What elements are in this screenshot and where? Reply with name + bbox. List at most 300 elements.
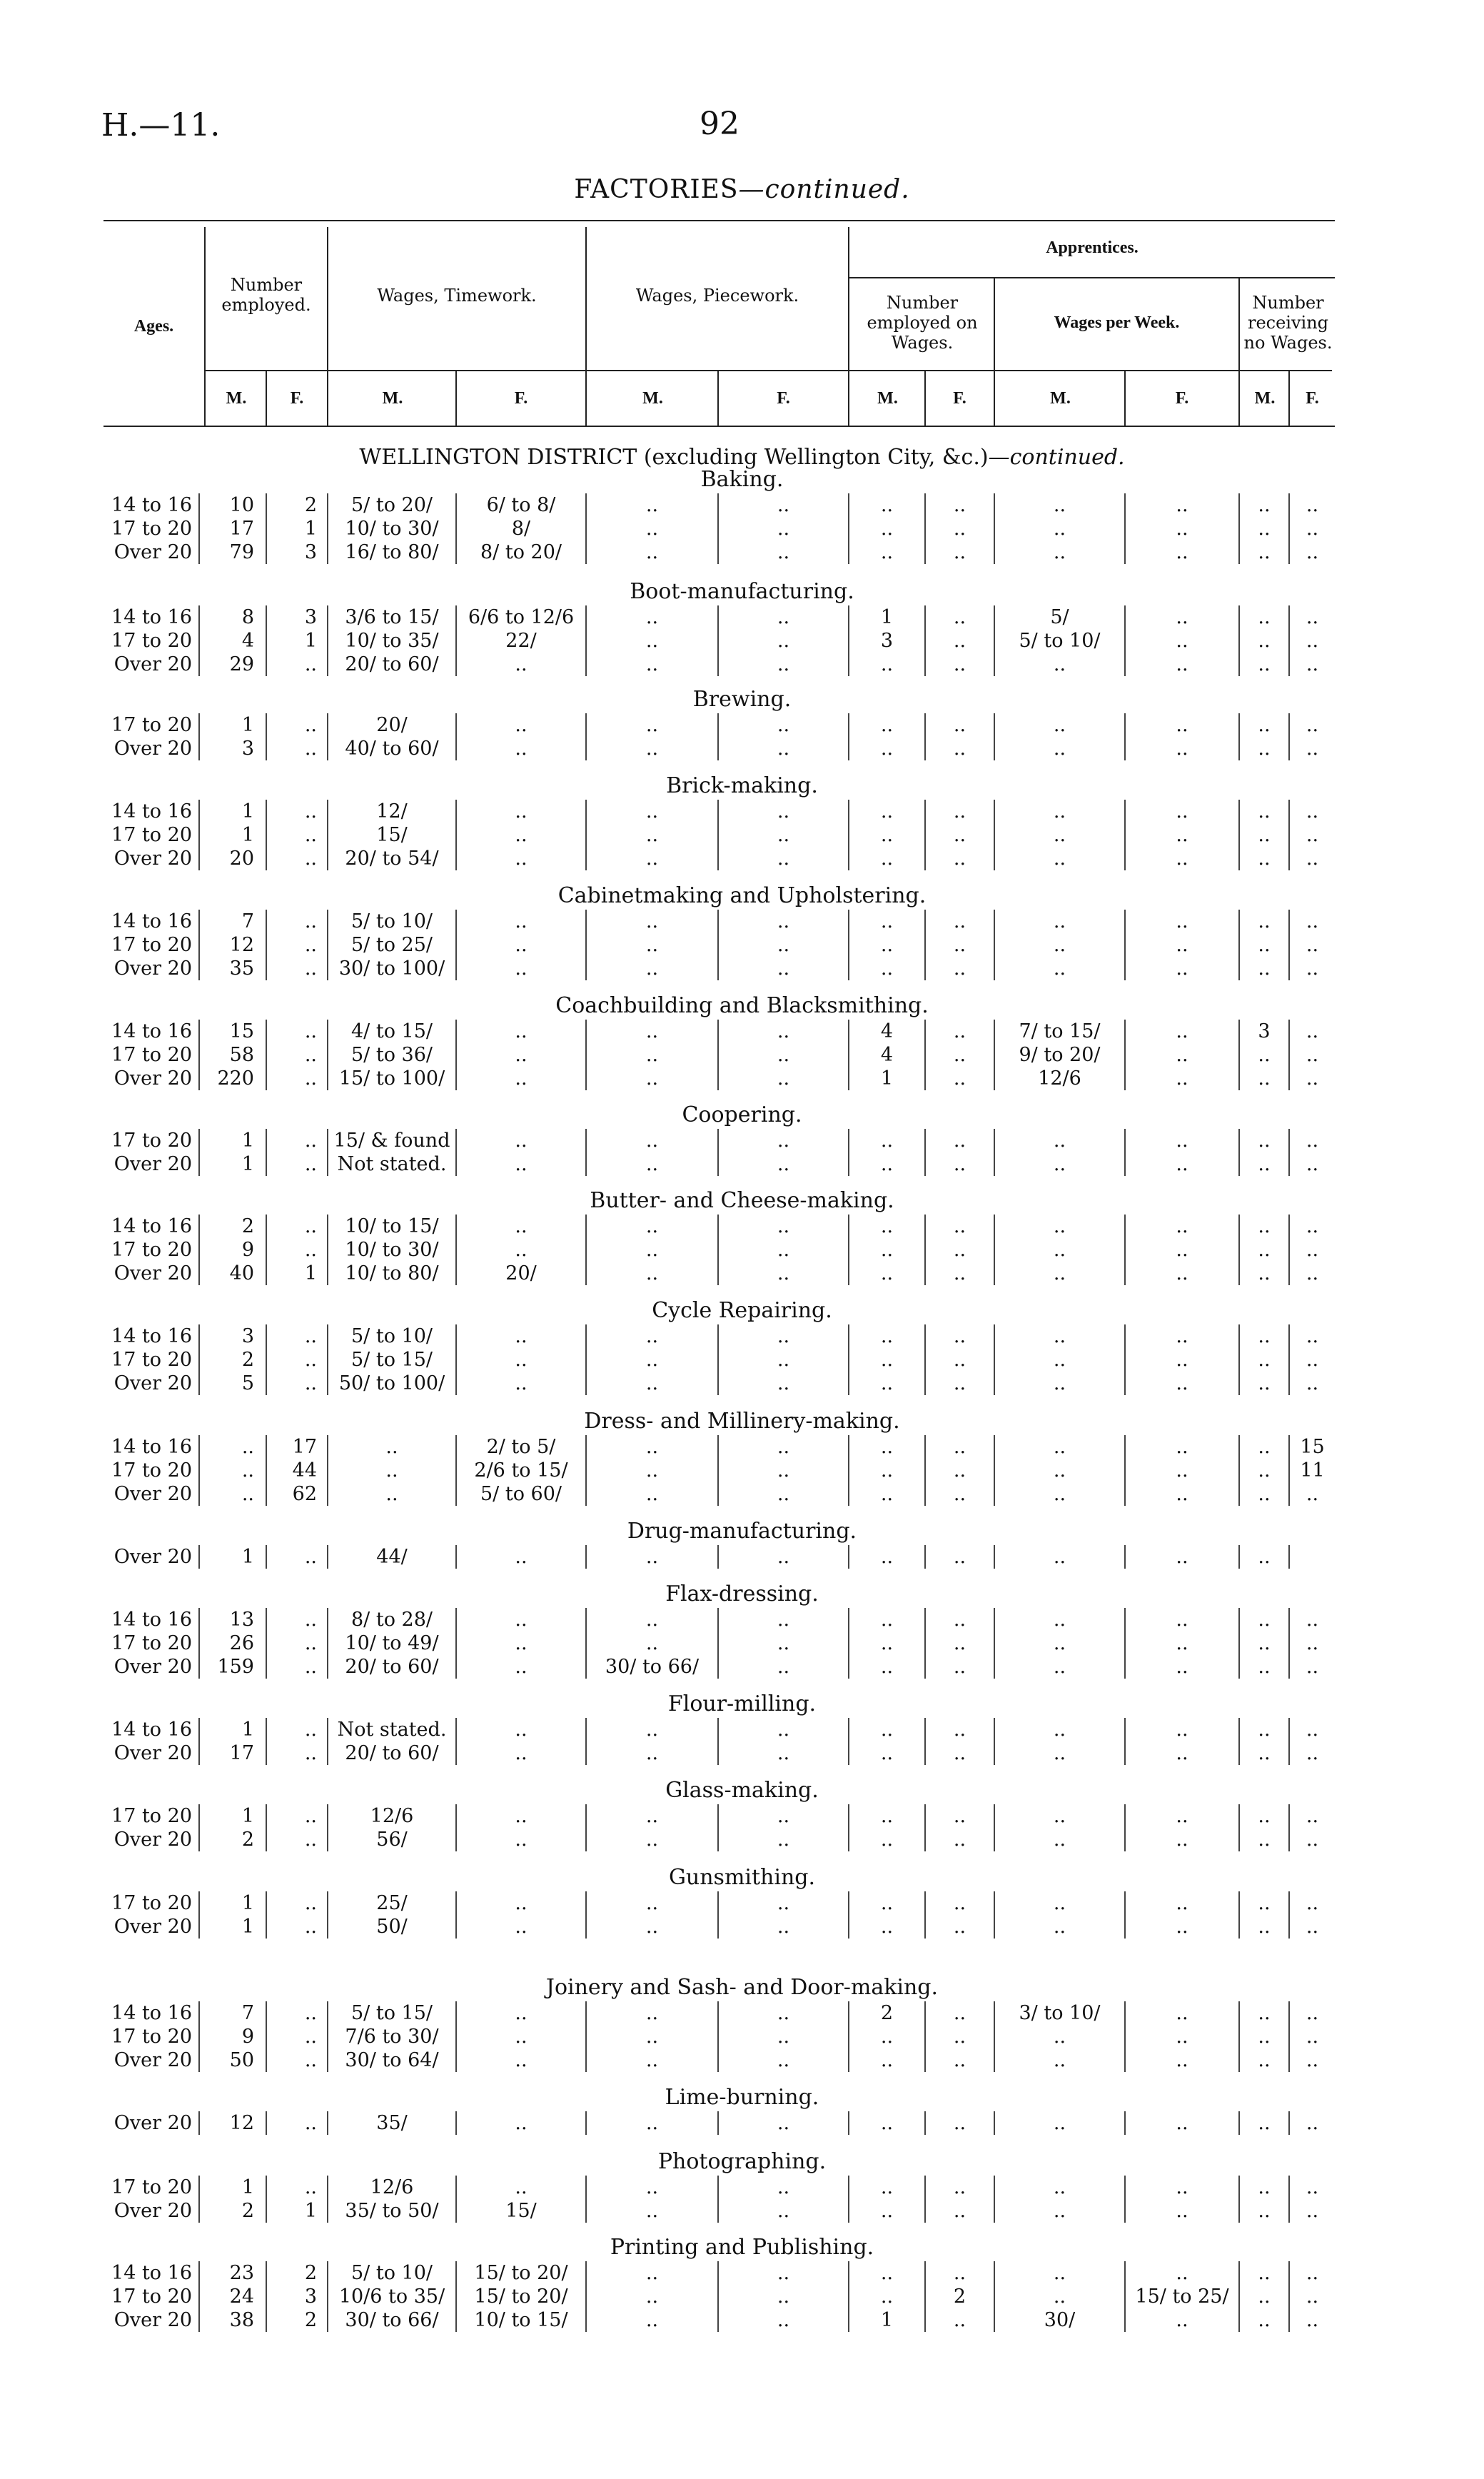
column-rule [198, 1020, 200, 1043]
table-cell: .. [1176, 630, 1188, 652]
table-cell: .. [880, 1609, 894, 1631]
table-row [0, 1718, 1484, 1741]
table-cell: 15/ [376, 824, 408, 846]
table-cell: .. [645, 1372, 659, 1394]
table-cell: .. [1258, 1130, 1271, 1152]
age-cell: 17 to 20 [111, 1892, 192, 1914]
table-cell: 2 [241, 1215, 254, 1237]
table-cell: .. [515, 1892, 528, 1914]
column-rule [198, 2111, 200, 2135]
table-cell: .. [777, 1546, 790, 1568]
table-cell: 2 [241, 1829, 254, 1851]
table-cell: .. [1053, 2262, 1066, 2284]
table-cell: .. [880, 494, 894, 516]
table-cell: 50/ to 100/ [338, 1372, 445, 1394]
table-cell: .. [515, 1325, 528, 1347]
table-cell: .. [1306, 1719, 1319, 1741]
table-cell: .. [1176, 1349, 1188, 1371]
table-cell: .. [515, 1215, 528, 1237]
table-cell: 1 [241, 1153, 254, 1175]
table-cell: .. [1306, 1656, 1319, 1678]
age-cell: Over 20 [113, 1153, 192, 1175]
table-cell: .. [645, 2112, 659, 2134]
table-cell: .. [1258, 518, 1271, 540]
header-f: F. [953, 389, 966, 408]
age-cell: 14 to 16 [111, 1325, 192, 1347]
table-cell: .. [304, 957, 317, 980]
table-cell: 3 [241, 1325, 254, 1347]
table-row [0, 847, 1484, 870]
table-cell: .. [880, 1546, 894, 1568]
column-rule [198, 910, 200, 933]
table-cell: .. [777, 2262, 790, 2284]
table-cell: .. [1176, 910, 1188, 932]
table-cell: .. [304, 1067, 317, 1090]
table-cell: .. [304, 1372, 317, 1394]
table-cell: .. [515, 2002, 528, 2024]
table-cell: .. [645, 957, 659, 980]
table-cell: .. [1258, 2176, 1271, 2198]
table-cell: .. [515, 1044, 528, 1066]
table-cell: .. [1306, 738, 1319, 760]
table-cell: .. [777, 1153, 790, 1175]
table-cell: .. [515, 910, 528, 932]
table-cell: .. [1053, 1459, 1066, 1482]
table-cell: .. [1053, 714, 1066, 736]
header-bottom-rule [104, 426, 1335, 427]
table-cell: .. [777, 653, 790, 675]
table-row [0, 2001, 1484, 2025]
column-rule [198, 1348, 200, 1372]
table-cell: 22/ [505, 630, 537, 652]
table-cell: .. [880, 653, 894, 675]
table-cell: .. [880, 1215, 894, 1237]
col-divider [585, 227, 587, 426]
column-rule [198, 1459, 200, 1482]
district-name: WELLINGTON DISTRICT (excluding Wellington City, &c.) [359, 445, 989, 470]
table-cell: .. [880, 1892, 894, 1914]
table-cell: .. [1306, 1805, 1319, 1827]
table-cell: .. [1176, 1153, 1188, 1175]
table-cell: .. [1258, 1483, 1271, 1505]
table-row [0, 605, 1484, 629]
table-cell: .. [953, 1372, 966, 1394]
table-cell: .. [1258, 1436, 1271, 1458]
title-text: FACTORIES [574, 175, 739, 204]
table-cell: .. [953, 541, 966, 563]
column-rule [198, 1804, 200, 1828]
table-cell: .. [1176, 2200, 1188, 2222]
table-cell: 20/ to 60/ [345, 653, 439, 675]
table-cell: 10/ to 80/ [345, 1262, 439, 1284]
age-cell: Over 20 [113, 1916, 192, 1938]
table-cell: .. [777, 1632, 790, 1654]
table-cell: .. [645, 1459, 659, 1482]
age-cell: 14 to 16 [111, 1609, 192, 1631]
section-heading: Dress- and Millinery-making. [584, 1409, 900, 1434]
section-heading: Coachbuilding and Blacksmithing. [555, 993, 929, 1018]
table-cell: 1 [880, 606, 894, 628]
table-cell: .. [1306, 630, 1319, 652]
table-cell: Not stated. [337, 1719, 447, 1741]
table-row [0, 540, 1484, 564]
age-cell: 17 to 20 [111, 1459, 192, 1482]
table-cell: .. [880, 1632, 894, 1654]
table-cell: .. [880, 518, 894, 540]
table-cell: .. [1258, 2049, 1271, 2071]
table-cell: .. [1306, 848, 1319, 870]
table-cell: .. [515, 2112, 528, 2134]
table-row [0, 1435, 1484, 1459]
table-cell: .. [304, 1609, 317, 1631]
table-cell: .. [645, 653, 659, 675]
header-m: M. [642, 389, 663, 408]
table-cell: .. [953, 2176, 966, 2198]
table-row [0, 2025, 1484, 2048]
table-cell: .. [515, 824, 528, 846]
table-cell: .. [515, 2049, 528, 2071]
column-rule [198, 2001, 200, 2025]
table-cell: .. [777, 541, 790, 563]
table-cell: .. [1306, 714, 1319, 736]
table-cell: .. [1176, 1916, 1188, 1938]
header-apprentices: Apprentices. [1046, 238, 1139, 257]
table-cell: .. [645, 1742, 659, 1764]
age-cell: 17 to 20 [111, 1044, 192, 1066]
age-cell: Over 20 [113, 1372, 192, 1394]
table-cell: .. [777, 1719, 790, 1741]
header-employed-on-wages: Number employed on Wages. [867, 293, 978, 353]
table-cell: .. [645, 1153, 659, 1175]
table-cell: 30/ [1044, 2309, 1076, 2331]
age-cell: 17 to 20 [111, 824, 192, 846]
table-cell: .. [1053, 1656, 1066, 1678]
table-cell: .. [1053, 1483, 1066, 1505]
table-cell: .. [880, 910, 894, 932]
table-cell: .. [241, 1436, 254, 1458]
column-rule [198, 2025, 200, 2048]
table-row [0, 1129, 1484, 1152]
table-cell: 50 [229, 2049, 254, 2071]
header-f: F. [514, 389, 528, 408]
table-cell: 15/ to 20/ [474, 2262, 568, 2284]
table-cell: .. [304, 1215, 317, 1237]
table-cell: .. [880, 541, 894, 563]
table-cell: .. [1176, 957, 1188, 980]
section-heading: Flour-milling. [667, 1691, 817, 1716]
table-cell: .. [645, 1719, 659, 1741]
table-cell: .. [880, 1349, 894, 1371]
table-cell: .. [1306, 824, 1319, 846]
table-cell: .. [304, 848, 317, 870]
table-cell: .. [777, 2026, 790, 2048]
table-cell: 1 [241, 1805, 254, 1827]
table-cell: 1 [304, 1262, 317, 1284]
table-cell: .. [1258, 1742, 1271, 1764]
table-cell: .. [1258, 1215, 1271, 1237]
table-cell: 5/ to 20/ [351, 494, 433, 516]
table-cell: .. [777, 2112, 790, 2134]
table-cell: .. [1306, 2026, 1319, 2048]
column-rule [198, 629, 200, 653]
table-cell: .. [880, 1459, 894, 1482]
table-cell: .. [515, 653, 528, 675]
table-cell: .. [645, 541, 659, 563]
page-number: 92 [700, 106, 740, 142]
table-cell: 1 [304, 518, 317, 540]
table-cell: .. [1053, 1349, 1066, 1371]
table-cell: 12/6 [370, 2176, 414, 2198]
section-heading: Glass-making. [665, 1778, 819, 1803]
table-cell: .. [1176, 1892, 1188, 1914]
table-cell: .. [1258, 2286, 1271, 2308]
table-cell: 58 [229, 1044, 254, 1066]
column-rule [198, 1043, 200, 1067]
table-cell: .. [1258, 1153, 1271, 1175]
header-mf-rule [204, 370, 1332, 371]
col-divider [994, 277, 995, 426]
table-row [0, 957, 1484, 980]
table-cell: .. [953, 606, 966, 628]
table-cell: 5/ to 15/ [351, 2002, 433, 2024]
table-cell: .. [880, 1130, 894, 1152]
table-cell: .. [777, 1372, 790, 1394]
column-rule [198, 1238, 200, 1262]
table-cell: .. [777, 1805, 790, 1827]
table-cell: .. [953, 1632, 966, 1654]
header-m: M. [877, 389, 898, 408]
table-cell: .. [645, 2026, 659, 2048]
table-cell: .. [515, 1546, 528, 1568]
table-cell: .. [304, 910, 317, 932]
column-rule [198, 1545, 200, 1569]
table-cell: 23 [229, 2262, 254, 2284]
table-cell: .. [880, 2049, 894, 2071]
table-cell: 56/ [376, 1829, 408, 1851]
table-cell: .. [645, 1325, 659, 1347]
column-rule [198, 2048, 200, 2072]
table-cell: 2 [953, 2286, 966, 2308]
table-cell: .. [1306, 541, 1319, 563]
table-row [0, 713, 1484, 737]
table-cell: .. [1258, 1656, 1271, 1678]
table-cell: .. [1258, 1239, 1271, 1261]
table-cell: .. [880, 1262, 894, 1284]
age-cell: 14 to 16 [111, 1215, 192, 1237]
table-cell: .. [515, 738, 528, 760]
table-cell: .. [304, 2049, 317, 2071]
table-cell: .. [953, 2309, 966, 2331]
column-rule [198, 957, 200, 980]
table-row [0, 1545, 1484, 1569]
table-cell: 15 [229, 1020, 254, 1042]
age-cell: 14 to 16 [111, 800, 192, 823]
table-cell: .. [1258, 1632, 1271, 1654]
table-cell: .. [953, 653, 966, 675]
table-cell: 3 [1258, 1020, 1271, 1042]
column-rule [198, 2199, 200, 2223]
table-cell: 17 [292, 1436, 317, 1458]
table-cell: .. [1258, 824, 1271, 846]
table-cell: .. [1258, 910, 1271, 932]
section-heading: Lime-burning. [665, 2085, 819, 2110]
table-row [0, 2048, 1484, 2072]
table-cell: 40/ to 60/ [345, 738, 439, 760]
table-cell: .. [515, 1609, 528, 1631]
table-cell: .. [304, 1656, 317, 1678]
header-f: F. [290, 389, 304, 408]
column-rule [198, 2176, 200, 2199]
table-cell: 1 [304, 630, 317, 652]
table-cell: 159 [217, 1656, 254, 1678]
col-divider [327, 227, 328, 426]
header-f: F. [777, 389, 790, 408]
table-cell: .. [304, 934, 317, 956]
table-cell: .. [777, 800, 790, 823]
table-cell: .. [1258, 800, 1271, 823]
table-cell: .. [953, 714, 966, 736]
table-cell: .. [515, 1067, 528, 1090]
table-cell: .. [953, 1892, 966, 1914]
table-cell: .. [880, 1325, 894, 1347]
table-cell: .. [645, 2002, 659, 2024]
table-cell: .. [777, 910, 790, 932]
table-cell: 5/ to 10/ [351, 1325, 433, 1347]
table-cell: .. [645, 800, 659, 823]
header-wages-piecework: Wages, Piecework. [635, 286, 799, 306]
table-row [0, 1372, 1484, 1395]
table-cell: .. [1176, 494, 1188, 516]
age-cell: Over 20 [113, 1742, 192, 1764]
table-cell: .. [880, 1153, 894, 1175]
table-cell: .. [1176, 800, 1188, 823]
table-cell: 9/ to 20/ [1019, 1044, 1101, 1066]
title-suffix: —continued. [738, 175, 910, 204]
table-cell: 5/ to 10/ [351, 2262, 433, 2284]
table-cell: .. [953, 824, 966, 846]
table-cell: .. [1306, 910, 1319, 932]
table-row [0, 1741, 1484, 1765]
table-cell: .. [777, 1239, 790, 1261]
table-cell: .. [1258, 934, 1271, 956]
table-cell: 8 [241, 606, 254, 628]
header-m: M. [1050, 389, 1071, 408]
table-cell: .. [645, 1020, 659, 1042]
table-cell: 20/ [505, 1262, 537, 1284]
table-cell: .. [777, 518, 790, 540]
table-cell: .. [880, 714, 894, 736]
table-row [0, 653, 1484, 676]
column-rule [198, 1152, 200, 1176]
table-cell: .. [1176, 1215, 1188, 1237]
table-cell: .. [1306, 606, 1319, 628]
table-row [0, 1459, 1484, 1482]
table-cell: .. [645, 1215, 659, 1237]
table-cell: .. [1176, 2049, 1188, 2071]
table-cell: .. [1176, 848, 1188, 870]
table-cell: 10/ to 30/ [345, 518, 439, 540]
table-cell: .. [1258, 494, 1271, 516]
table-cell: .. [1053, 934, 1066, 956]
table-cell: .. [645, 494, 659, 516]
table-cell: .. [645, 824, 659, 846]
table-cell: .. [953, 2049, 966, 2071]
age-cell: Over 20 [113, 1067, 192, 1090]
table-cell: .. [1306, 2002, 1319, 2024]
table-cell: .. [1258, 848, 1271, 870]
table-cell: 10/6 to 35/ [338, 2286, 445, 2308]
table-cell: 1 [304, 2200, 317, 2222]
table-cell: 30/ to 66/ [605, 1656, 700, 1678]
table-cell: 3 [241, 738, 254, 760]
table-cell: .. [385, 1436, 398, 1458]
table-cell: .. [515, 1130, 528, 1152]
table-cell: 30/ to 100/ [338, 957, 445, 980]
table-cell: .. [880, 1916, 894, 1938]
table-cell: .. [777, 1349, 790, 1371]
column-rule [198, 1741, 200, 1765]
table-cell: .. [777, 1742, 790, 1764]
table-cell: 1 [241, 800, 254, 823]
table-cell: .. [1176, 541, 1188, 563]
table-cell: .. [1053, 800, 1066, 823]
table-cell: .. [645, 1609, 659, 1631]
age-cell: 17 to 20 [111, 1805, 192, 1827]
table-cell: 3 [880, 630, 894, 652]
table-cell: 1 [241, 1916, 254, 1938]
col-divider [848, 227, 849, 426]
table-cell: 9 [241, 1239, 254, 1261]
age-cell: Over 20 [113, 1262, 192, 1284]
table-cell: .. [1053, 1239, 1066, 1261]
table-cell: .. [1258, 2262, 1271, 2284]
table-cell: .. [1053, 2200, 1066, 2222]
table-cell: .. [777, 2200, 790, 2222]
table-cell: .. [1258, 606, 1271, 628]
table-cell: 15/ & found [333, 1130, 450, 1152]
table-cell: .. [645, 1805, 659, 1827]
table-row [0, 1067, 1484, 1090]
table-cell: .. [777, 1916, 790, 1938]
table-cell: .. [1306, 1067, 1319, 1090]
table-cell: .. [645, 2176, 659, 2198]
table-cell: .. [1176, 1632, 1188, 1654]
table-cell: 17 [229, 1742, 254, 1764]
table-cell: .. [1258, 630, 1271, 652]
table-cell: .. [1176, 1372, 1188, 1394]
table-cell: .. [1258, 2200, 1271, 2222]
table-cell: .. [777, 1483, 790, 1505]
table-cell: .. [1306, 1892, 1319, 1914]
age-cell: 17 to 20 [111, 1130, 192, 1152]
section-heading: Butter- and Cheese-making. [590, 1188, 894, 1213]
table-cell: .. [880, 738, 894, 760]
table-cell: 1 [241, 1719, 254, 1741]
table-cell: .. [1306, 1916, 1319, 1938]
table-cell: .. [1258, 1262, 1271, 1284]
table-cell: .. [1176, 1829, 1188, 1851]
table-cell: .. [645, 1892, 659, 1914]
table-cell: .. [1306, 518, 1319, 540]
table-row [0, 2261, 1484, 2285]
age-cell: Over 20 [113, 1829, 192, 1851]
table-cell: 3/ to 10/ [1019, 2002, 1101, 2024]
table-cell: .. [1258, 1719, 1271, 1741]
section-heading: Flax-dressing. [665, 1582, 819, 1606]
section-heading: Cycle Repairing. [652, 1298, 832, 1323]
table-cell: .. [1053, 494, 1066, 516]
column-rule [198, 1891, 200, 1915]
